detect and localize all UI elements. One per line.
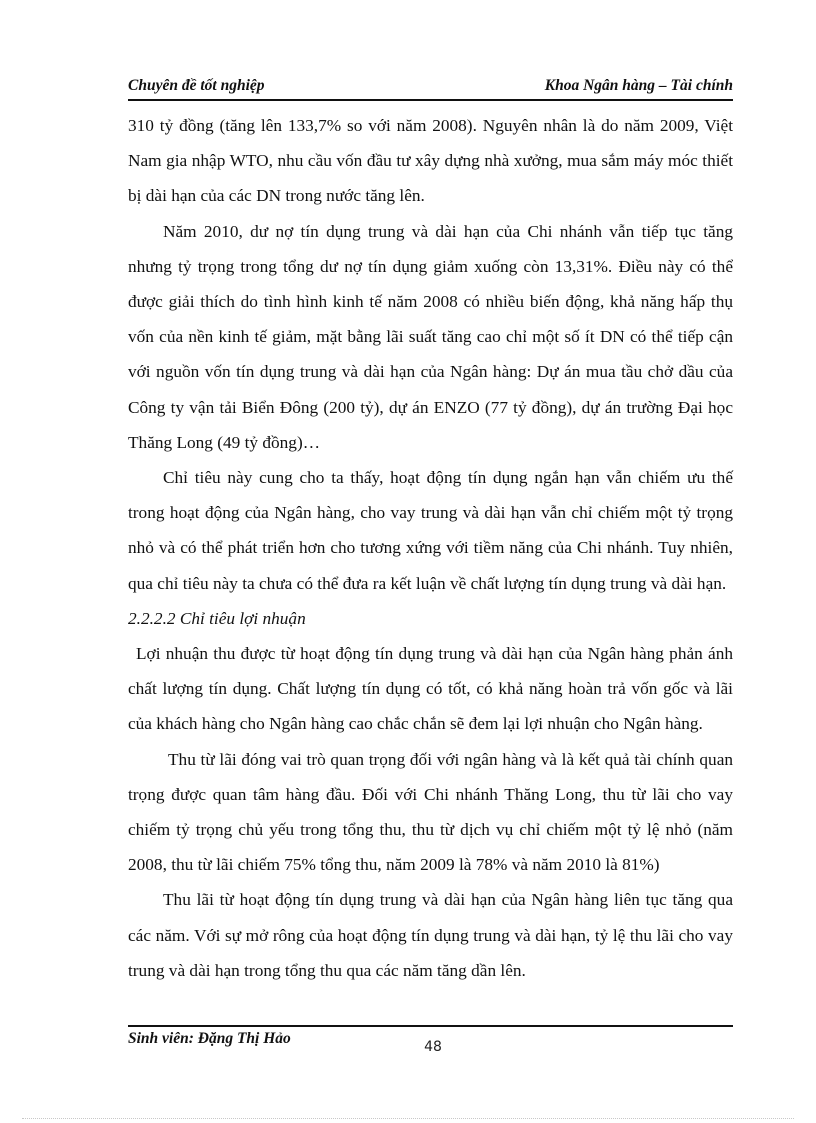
section-heading: 2.2.2.2 Chỉ tiêu lợi nhuận bbox=[128, 608, 306, 628]
page-bottom-edge bbox=[22, 1118, 794, 1119]
paragraph: Thu lãi từ hoạt động tín dụng trung và dài hạn của Ngân hàng liên tục tăng qua các năm. Với sự mở rông của hoạt động tín dụng trung và dài hạn, tỷ lệ thu lãi cho vay trung và dài hạn trong tổng thu qua các năm tăng dần lên. bbox=[128, 890, 733, 980]
paragraph: Năm 2010, dư nợ tín dụng trung và dài hạn của Chi nhánh vẫn tiếp tục tăng nhưng tỷ trọng trong tổng dư nợ tín dụng giảm xuống còn 13,31%. Điều này có thể được giải thích do tình hình kinh tế năm 2008 có nhiều biến động, khả năng hấp thụ vốn của nền kinh tế giảm, mặt bằng lãi suất tăng cao chỉ một số ít DN có thể tiếp cận với nguồn vốn tín dụng trung và dài hạn của Ngân hàng: Dự án mua tầu chở dầu của Công ty vận tải Biển Đông (200 tỷ), dự án ENZO (77 tỷ đồng), dự án trường Đại học Thăng Long (49 tỷ đồng)… bbox=[128, 221, 733, 452]
paragraph: Chỉ tiêu này cung cho ta thấy, hoạt động tín dụng ngắn hạn vẫn chiếm ưu thế trong hoạt động của Ngân hàng, cho vay trung và dài hạn vẫn chỉ chiếm một tỷ trọng nhỏ và có thể phát triển hơn cho tương xứng với tiềm năng của Chi nhánh. Tuy nhiên, qua chỉ tiêu này ta chưa có thể đưa ra kết luận về chất lượng tín dụng trung và dài hạn. bbox=[128, 468, 733, 593]
footer-author: Sinh viên: Đặng Thị Hảo bbox=[128, 1030, 291, 1047]
paragraph: Thu từ lãi đóng vai trò quan trọng đối với ngân hàng và là kết quả tài chính quan trọng được quan tâm hàng đầu. Đối với Chi nhánh Thăng Long, thu từ lãi cho vay chiếm tỷ trọng chủ yếu trong tổng thu, thu từ dịch vụ chỉ chiếm một tỷ lệ nhỏ (năm 2008, thu từ lãi chiếm 75% tổng thu, năm 2009 là 78% và năm 2010 là 81%) bbox=[128, 749, 733, 875]
paragraph: 310 tỷ đồng (tăng lên 133,7% so với năm 2008). Nguyên nhân là do năm 2009, Việt Nam gia nhập WTO, nhu cầu vốn đầu tư xây dựng nhà xưởng, mua sắm máy móc thiết bị dài hạn của các DN trong nước tăng lên. bbox=[128, 116, 733, 206]
footer-divider bbox=[128, 1025, 733, 1027]
page-number: 48 bbox=[424, 1039, 442, 1055]
header-left-title: Chuyên đề tốt nghiệp bbox=[128, 77, 265, 94]
page-header bbox=[128, 77, 733, 101]
header-right-title: Khoa Ngân hàng – Tài chính bbox=[544, 77, 733, 94]
body-text bbox=[128, 108, 733, 988]
paragraph: Lợi nhuận thu được từ hoạt động tín dụng trung và dài hạn của Ngân hàng phản ánh chất lượng tín dụng. Chất lượng tín dụng có tốt, có khả năng hoàn trả vốn gốc và lãi của khách hàng cho Ngân hàng cao chắc chắn sẽ đem lại lợi nhuận cho Ngân hàng. bbox=[128, 644, 733, 734]
